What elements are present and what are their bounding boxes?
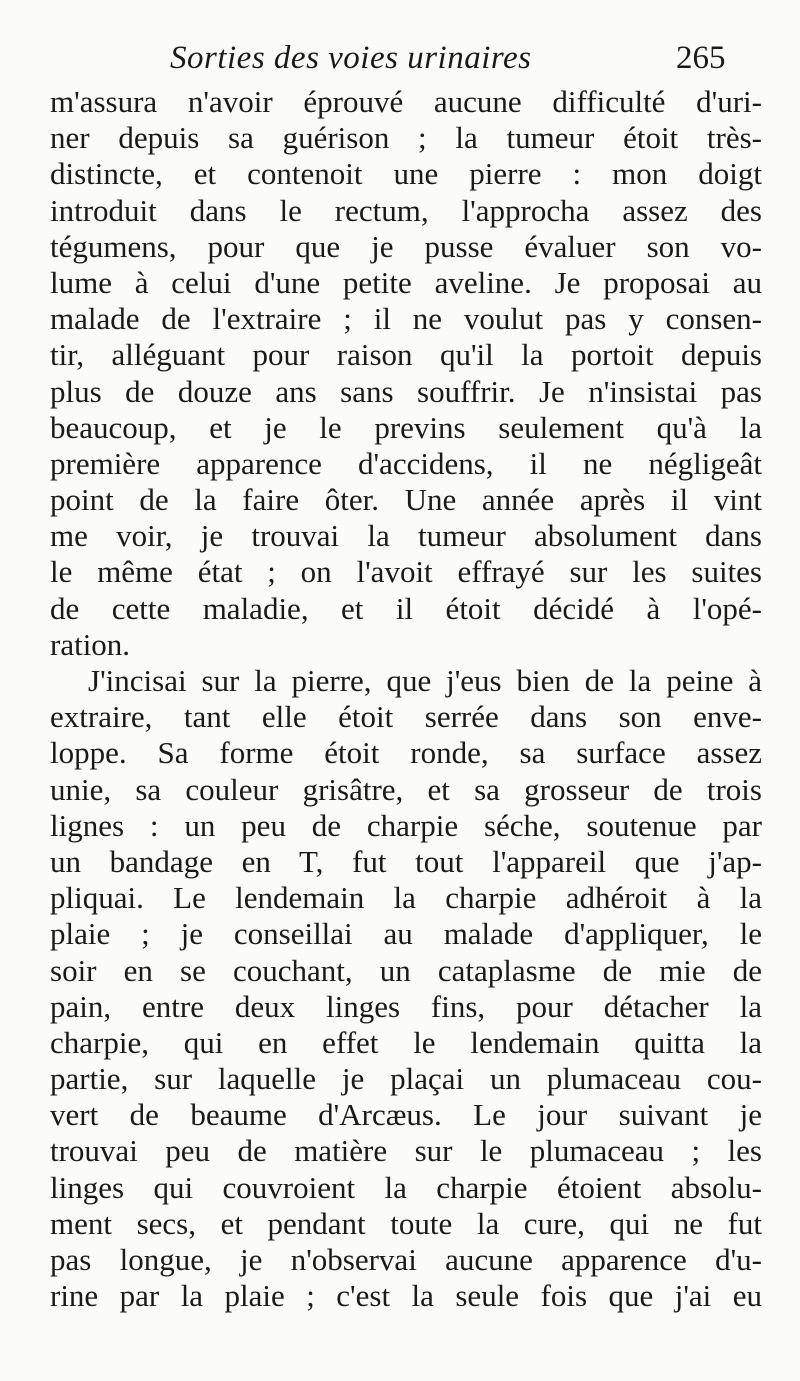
text-line: première apparence d'accidens, il ne négligeât	[50, 445, 762, 481]
page-number: 265	[676, 40, 726, 76]
text-line: vert de beaume d'Arcæus. Le jour suivant je	[50, 1097, 762, 1133]
text-line: point de la faire ôter. Une année après il vint	[50, 482, 762, 518]
text-line: distincte, et contenoit une pierre : mon doigt	[50, 156, 762, 192]
text-line: plus de douze ans sans souffrir. Je n'insistai pas	[50, 373, 762, 409]
text-line: unie, sa couleur grisâtre, et sa grosseur de trois	[50, 771, 762, 807]
text-line: tégumens, pour que je pusse évaluer son vo-	[50, 228, 762, 264]
text-line: pain, entre deux linges fins, pour détacher la	[50, 988, 762, 1024]
text-line: plaie ; je conseillai au malade d'appliquer, le	[50, 916, 762, 952]
text-line: rine par la plaie ; c'est la seule fois que j'ai eu	[50, 1278, 762, 1314]
running-title: Sorties des voies urinaires	[170, 40, 532, 76]
running-head	[0, 40, 800, 80]
text-line: me voir, je trouvai la tumeur absolument dans	[50, 518, 762, 554]
text-line: extraire, tant elle étoit serrée dans son enve-	[50, 699, 762, 735]
text-line: malade de l'extraire ; il ne voulut pas y consen-	[50, 301, 762, 337]
text-line: lume à celui d'une petite aveline. Je proposai au	[50, 264, 762, 300]
paragraph-first-line: J'incisai sur la pierre, que j'eus bien de la peine à	[88, 663, 762, 698]
text-line: de cette maladie, et il étoit décidé à l'opé-	[50, 590, 762, 626]
text-line: linges qui couvroient la charpie étoient absolu-	[50, 1169, 762, 1205]
text-line: loppe. Sa forme étoit ronde, sa surface assez	[50, 735, 762, 771]
text-line: trouvai peu de matière sur le plumaceau ; les	[50, 1133, 762, 1169]
text-line: un bandage en T, fut tout l'appareil que j'ap-	[50, 843, 762, 879]
text-line: partie, sur laquelle je plaçai un plumaceau cou-	[50, 1061, 762, 1097]
text-line: ration.	[50, 626, 131, 662]
body-text	[50, 84, 762, 1314]
text-line: le même état ; on l'avoit effrayé sur les suites	[50, 554, 762, 590]
text-line: charpie, qui en effet le lendemain quitta la	[50, 1024, 762, 1060]
text-line: ner depuis sa guérison ; la tumeur étoit très-	[50, 120, 762, 156]
text-line: ment secs, et pendant toute la cure, qui ne fut	[50, 1205, 762, 1241]
text-line: tir, alléguant pour raison qu'il la portoit depuis	[50, 337, 762, 373]
text-line: lignes : un peu de charpie séche, soutenue par	[50, 807, 762, 843]
text-line: soir en se couchant, un cataplasme de mie de	[50, 952, 762, 988]
text-line: beaucoup, et je le previns seulement qu'à la	[50, 409, 762, 445]
text-line: m'assura n'avoir éprouvé aucune difficulté d'uri-	[50, 84, 762, 119]
text-line: pliquai. Le lendemain la charpie adhéroit à la	[50, 880, 762, 916]
text-line: introduit dans le rectum, l'approcha assez des	[50, 192, 762, 228]
text-line: pas longue, je n'observai aucune apparence d'u-	[50, 1242, 762, 1277]
